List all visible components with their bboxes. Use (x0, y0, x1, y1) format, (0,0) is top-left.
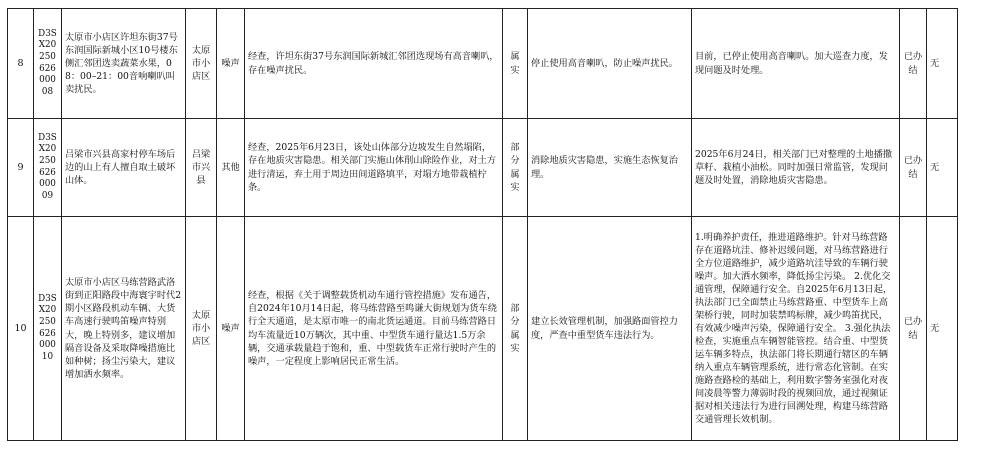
investigation-finding: 经查，2025年6月23日，该处山体部分边坡发生自然塌陷，存在地质灾害隐患。相关部门实施山体削山除险作业，对土方进行清运，弃土用于周边田间道路填平，对塌方地带栽植柠条。 (245, 119, 503, 217)
handling-plan: 停止使用高音喇叭，防止噪声扰民。 (528, 9, 692, 119)
complaint-content: 太原市小店区马练营路武洛街到正阳路段中海寰宇时代2期小区路段机动车辆、大货车高速行驶鸣笛噪声特别大，晚上特别多，建议增加隔音设备及采取降噪措施比如种树；扬尘污染大，建议增加洒水频率。 (62, 217, 186, 441)
case-id: D3SX2025062600008 (34, 9, 62, 119)
complaint-content: 太原市小店区许坦东街37号东润国际新城小区10号楼东侧汇邻团选卖蔬菜水果，08：00–21：00音响喇叭叫卖扰民。 (62, 9, 186, 119)
district: 太原市小店区 (186, 9, 217, 119)
case-id: D3SX2025062600010 (34, 217, 62, 441)
pollution-type: 噪声 (217, 9, 245, 119)
status: 已办结 (900, 217, 927, 441)
handling-plan: 建立长效管理机制，加强路面管控力度，严查中重型货车违法行为。 (528, 217, 692, 441)
complaint-content: 吕梁市兴县高家村停车场后边的山上有人擅自取土破坏山体。 (62, 119, 186, 217)
verdict: 部分属实 (503, 119, 528, 217)
district: 吕梁市兴县 (186, 119, 217, 217)
status: 已办结 (900, 9, 927, 119)
complaint-table (7, 8, 958, 441)
rectification-measures: 1.明确养护责任，推进道路维护。针对马练营路存在道路坑洼、修补迟缓问题，对马练营路进行全方位道路维护，减少道路坑洼导致的车辆行驶噪声。加大洒水频率，降低扬尘污染。 2.优化交通管理，保障通行安全。自2025年6月13日起，执法部门已全面禁止马练营路重、中型货车上高架桥行驶，同时加装禁鸣标牌，减少鸣笛扰民，有效减少噪声污染，保障通行安全。 3.强化执法检查，实施重点车辆智能管控。结合重、中型货运车辆多特点，执法部门将长期通行辖区的车辆纳入重点车辆管理系统，进行常态化管制。在实施路查路检的基础上，利用数字警务室强化对夜间凌晨等警力薄弱时段的视频回放，通过视频证据对相关违法行为进行回溯处理，构建马练营路交通管理长效机制。 (692, 217, 900, 441)
verdict: 部分属实 (503, 217, 528, 441)
accountability: 无 (927, 9, 958, 119)
row-number: 10 (8, 217, 34, 441)
case-id: D3SX2025062600009 (34, 119, 62, 217)
row-number: 8 (8, 9, 34, 119)
verdict: 属实 (503, 9, 528, 119)
district: 太原市小店区 (186, 217, 217, 441)
rectification-measures: 目前，已停止使用高音喇叭。加大巡查力度，发现问题及时处理。 (692, 9, 900, 119)
handling-plan: 消除地质灾害隐患，实施生态恢复治理。 (528, 119, 692, 217)
status: 已办结 (900, 119, 927, 217)
table-row (8, 119, 958, 217)
pollution-type: 其他 (217, 119, 245, 217)
pollution-type: 噪声 (217, 217, 245, 441)
row-number: 9 (8, 119, 34, 217)
table-row (8, 217, 958, 441)
table-row (8, 9, 958, 119)
investigation-finding: 经查，根据《关于调整载货机动车通行管控措施》发布通告，自2024年10月14日起，将马练营路至鸣谦大街规划为货车绕行全天通道，是太原市唯一的南北货运通道。目前马练营路日均车流量近10万辆次，其中重、中型货车通行量达1.5万余辆，交通承载量趋于饱和，重、中型载货车正常行驶时产生的噪声，一定程度上影响居民正常生活。 (245, 217, 503, 441)
rectification-measures: 2025年6月24日，相关部门已对整理的土地播撒草籽、栽植小油松。同时加强日常监管，发现问题及时处置，消除地质灾害隐患。 (692, 119, 900, 217)
investigation-finding: 经查，许坦东街37号东润国际新城汇邻团选现场有高音喇叭，存在噪声扰民。 (245, 9, 503, 119)
accountability: 无 (927, 119, 958, 217)
accountability: 无 (927, 217, 958, 441)
